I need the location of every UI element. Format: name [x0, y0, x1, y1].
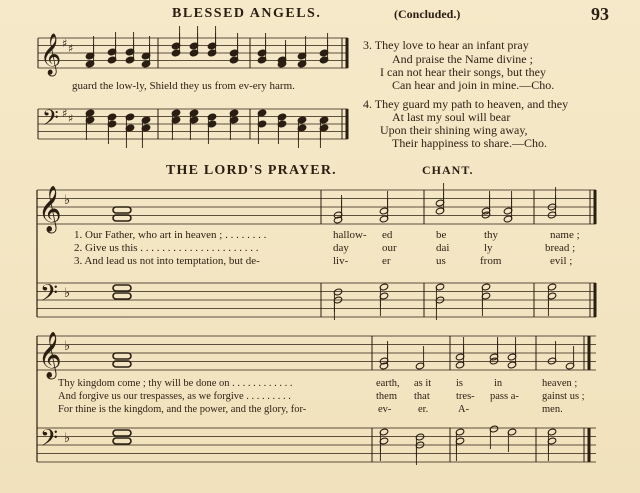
chant-label: CHANT. [422, 163, 474, 177]
recitation-line: For thine is the kingdom, and the power, and the glory, for- [58, 404, 307, 415]
recitation-line: And forgive us our trespasses, as we forgive . . . . . . . . . [58, 391, 291, 402]
syllable: is [456, 378, 464, 389]
sharp-sign: ♯ [68, 42, 74, 55]
verse-line: At last my soul will bear [392, 110, 511, 124]
syllable: be [436, 229, 447, 241]
hymn-note: (Concluded.) [394, 7, 461, 21]
recitation-note [113, 293, 131, 299]
flat-sign: ♭ [64, 193, 71, 208]
syllable: er. [418, 404, 429, 415]
page-number: 93 [591, 4, 609, 24]
syllable: them [376, 391, 397, 402]
treble-clef: 𝄞 [38, 186, 62, 232]
recitation-note [113, 430, 131, 436]
flat-sign: ♭ [64, 286, 71, 301]
recitation-note [113, 438, 131, 444]
syllable: that [414, 391, 430, 402]
syllable: men. [542, 404, 563, 415]
verse-number: 4. [363, 97, 372, 111]
treble-clef: 𝄞 [38, 332, 62, 378]
syllable: dai [436, 242, 450, 254]
syllable: ed [382, 229, 393, 241]
syllable: tres- [456, 391, 475, 402]
syllable: heaven ; [542, 378, 578, 389]
bass-clef: 𝄢 [40, 279, 59, 312]
syllable: day [333, 242, 349, 254]
hymn-underlay: guard the low-ly, Shield they us from ev-ery harm. [72, 80, 295, 92]
recitation-line: 2. Give us this . . . . . . . . . . . . . . . . . . . . . . [74, 242, 259, 254]
treble-clef: 𝄞 [40, 34, 62, 75]
recitation-line: Thy kingdom come ; thy will be done on . . . . . . . . . . . . [58, 378, 293, 389]
syllable: bread ; [545, 242, 576, 254]
recitation-note [113, 207, 131, 213]
bass-clef: 𝄢 [40, 424, 59, 457]
verse-line: They love to hear an infant pray [374, 38, 529, 52]
sharp-sign: ♯ [68, 112, 74, 125]
chant-title: THE LORD'S PRAYER. [166, 163, 337, 178]
flat-sign: ♭ [64, 339, 71, 354]
syllable: in [494, 378, 503, 389]
verse-line: Upon their shining wing away, [380, 123, 528, 137]
recitation-note [113, 285, 131, 291]
recitation-note [113, 353, 131, 359]
bass-clef: 𝄢 [42, 106, 59, 136]
verse-line: Their happiness to share.—Cho. [392, 136, 547, 150]
hymn-title: BLESSED ANGELS. [172, 6, 322, 21]
syllable: er [382, 255, 391, 267]
syllable: pass a- [490, 391, 519, 402]
recitation-line: 1. Our Father, who art in heaven ; . . . . . . . . [74, 229, 267, 241]
sharp-sign: ♯ [62, 107, 68, 120]
syllable: hallow- [333, 229, 367, 241]
recitation-line: 3. And lead us not into temptation, but de- [74, 255, 260, 267]
syllable: thy [484, 229, 499, 241]
syllable: our [382, 242, 397, 254]
verse-line: And praise the Name divine ; [392, 52, 533, 66]
syllable: as it [414, 378, 432, 389]
syllable: ev- [378, 404, 392, 415]
syllable: gainst us ; [542, 391, 585, 402]
verse-number: 3. [363, 38, 372, 52]
syllable: liv- [333, 255, 349, 267]
syllable: ly [484, 242, 493, 254]
verse-line: Can hear and join in mine.—Cho. [392, 78, 555, 92]
syllable: from [480, 255, 502, 267]
verse-line: I can not hear their songs, but they [380, 65, 546, 79]
syllable: earth, [376, 378, 400, 389]
verse-line: They guard my path to heaven, and they [374, 97, 569, 111]
syllable: us [436, 255, 446, 267]
syllable: evil ; [550, 255, 573, 267]
syllable: A- [458, 404, 470, 415]
syllable: name ; [550, 229, 580, 241]
sharp-sign: ♯ [62, 37, 68, 50]
flat-sign: ♭ [64, 431, 71, 446]
